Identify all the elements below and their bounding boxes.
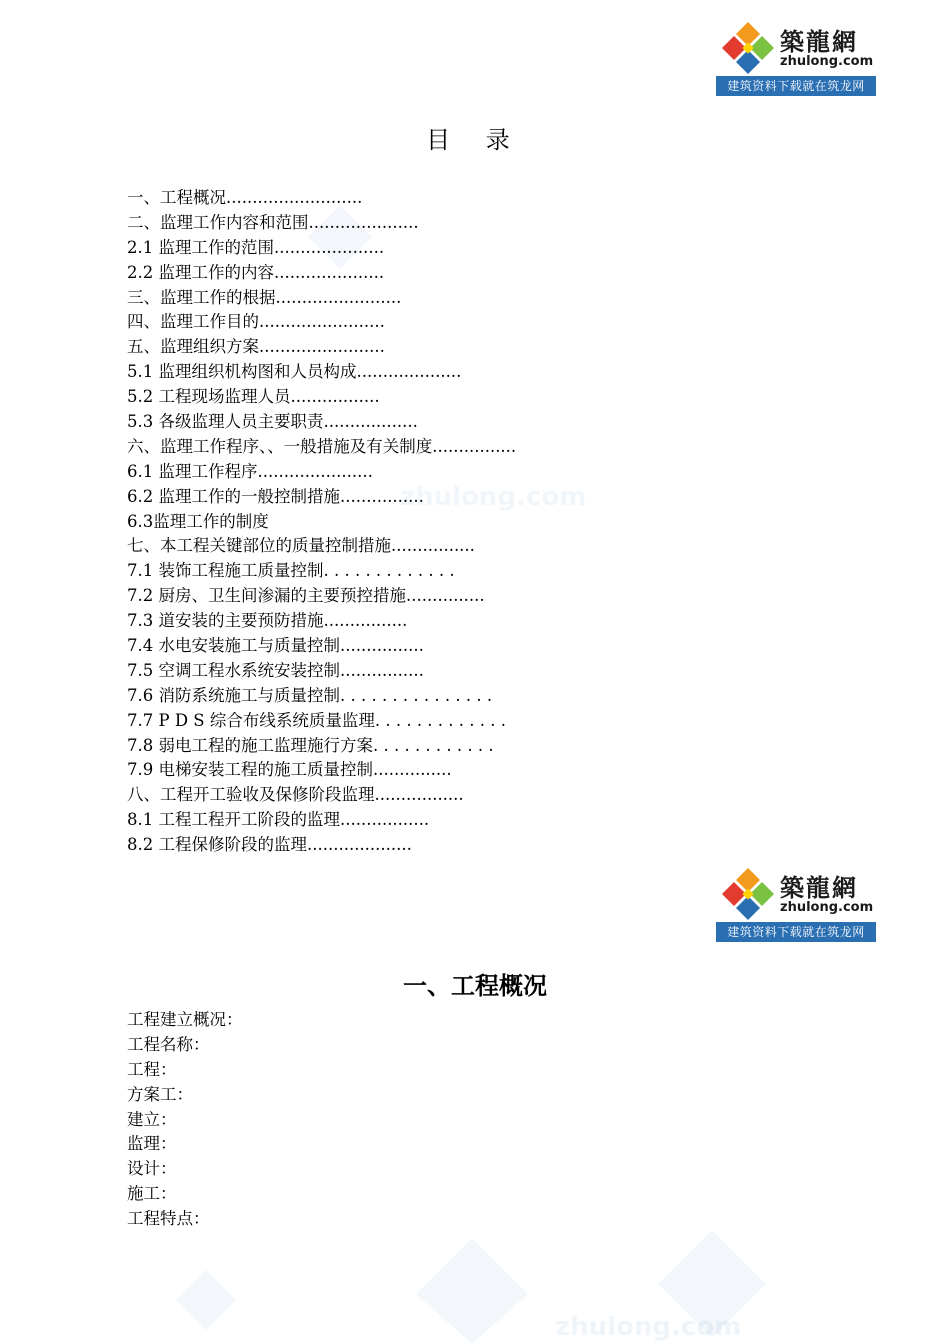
overview-line: 工程：: [127, 1059, 177, 1079]
toc-item[interactable]: 7.3 道安装的主要预防措施................: [127, 611, 408, 631]
toc-item[interactable]: 7.2 厨房、卫生间渗漏的主要预控措施...............: [127, 586, 485, 606]
logo-brand-chinese: 築龍網: [780, 27, 858, 56]
zhulong-logo-top: [716, 18, 876, 96]
toc-item[interactable]: 5.2 工程现场监理人员.................: [127, 387, 380, 407]
toc-item[interactable]: 三、监理工作的根据........................: [127, 287, 402, 307]
logo-tagline: 建筑资料下载就在筑龙网: [716, 922, 876, 942]
toc-item[interactable]: 7.1 装饰工程施工质量控制. . . . . . . . . . . . .: [127, 561, 455, 581]
toc-item[interactable]: 二、监理工作内容和范围.....................: [127, 212, 419, 232]
toc-item[interactable]: 5.1 监理组织机构图和人员构成....................: [127, 362, 462, 382]
zhulong-mark-icon: [718, 20, 778, 78]
overview-line: 工程名称：: [127, 1034, 210, 1054]
toc-item[interactable]: 7.4 水电安装施工与质量控制................: [127, 636, 424, 656]
overview-line: 建立：: [127, 1109, 177, 1129]
toc-title: 目 录: [426, 126, 524, 154]
zhulong-logo-middle: [716, 864, 876, 942]
logo-brand-english: zhulong.com: [780, 900, 874, 915]
toc-item[interactable]: 6.1 监理工作程序......................: [127, 461, 373, 481]
overview-line: 施工：: [127, 1184, 177, 1204]
section-heading: 一、工程概况: [403, 972, 547, 1000]
toc-item[interactable]: 一、工程概况..........................: [127, 188, 363, 207]
overview-line: 设计：: [127, 1159, 177, 1179]
overview-line: 工程特点：: [127, 1209, 210, 1229]
overview-line: 工程建立概况：: [127, 1010, 243, 1029]
toc-item[interactable]: 七、本工程关键部位的质量控制措施................: [127, 536, 475, 556]
toc-item[interactable]: 7.5 空调工程水系统安装控制................: [127, 660, 424, 680]
toc-item[interactable]: 7.7 P D S 综合布线系统质量监理. . . . . . . . . . . . .: [127, 710, 506, 730]
watermark-text: zhulong.com: [555, 1312, 742, 1342]
table-of-contents: [127, 186, 516, 858]
toc-item[interactable]: 5.3 各级监理人员主要职责..................: [127, 412, 418, 432]
toc-item[interactable]: 五、监理组织方案........................: [127, 337, 385, 357]
overview-line: 监理：: [127, 1134, 177, 1154]
logo-brand-english: zhulong.com: [780, 54, 874, 69]
toc-item[interactable]: 8.1 工程工程开工阶段的监理.................: [127, 810, 430, 830]
toc-item[interactable]: 6.2 监理工作的一般控制措施................: [127, 486, 424, 506]
overview-line: 方案工：: [127, 1084, 193, 1104]
toc-item[interactable]: 八、工程开工验收及保修阶段监理.................: [127, 785, 464, 805]
toc-item[interactable]: 6.3监理工作的制度: [127, 511, 269, 531]
toc-item[interactable]: 7.6 消防系统施工与质量控制. . . . . . . . . . . . . . .: [127, 685, 493, 705]
zhulong-mark-icon: [718, 866, 778, 924]
toc-item[interactable]: 四、监理工作目的........................: [127, 312, 385, 332]
toc-item[interactable]: 8.2 工程保修阶段的监理....................: [127, 835, 412, 855]
toc-item[interactable]: 2.1 监理工作的范围.....................: [127, 237, 385, 257]
logo-brand-chinese: 築龍網: [780, 873, 858, 902]
toc-item[interactable]: 7.8 弱电工程的施工监理施行方案. . . . . . . . . . . .: [127, 735, 494, 755]
logo-tagline: 建筑资料下载就在筑龙网: [716, 76, 876, 96]
toc-item[interactable]: 六、监理工作程序、、一般措施及有关制度................: [127, 436, 517, 456]
project-overview: [127, 1008, 243, 1232]
toc-item[interactable]: 2.2 监理工作的内容.....................: [127, 262, 385, 282]
watermark-text: zhulong.com: [400, 482, 587, 512]
toc-item[interactable]: 7.9 电梯安装工程的施工质量控制...............: [127, 760, 452, 780]
